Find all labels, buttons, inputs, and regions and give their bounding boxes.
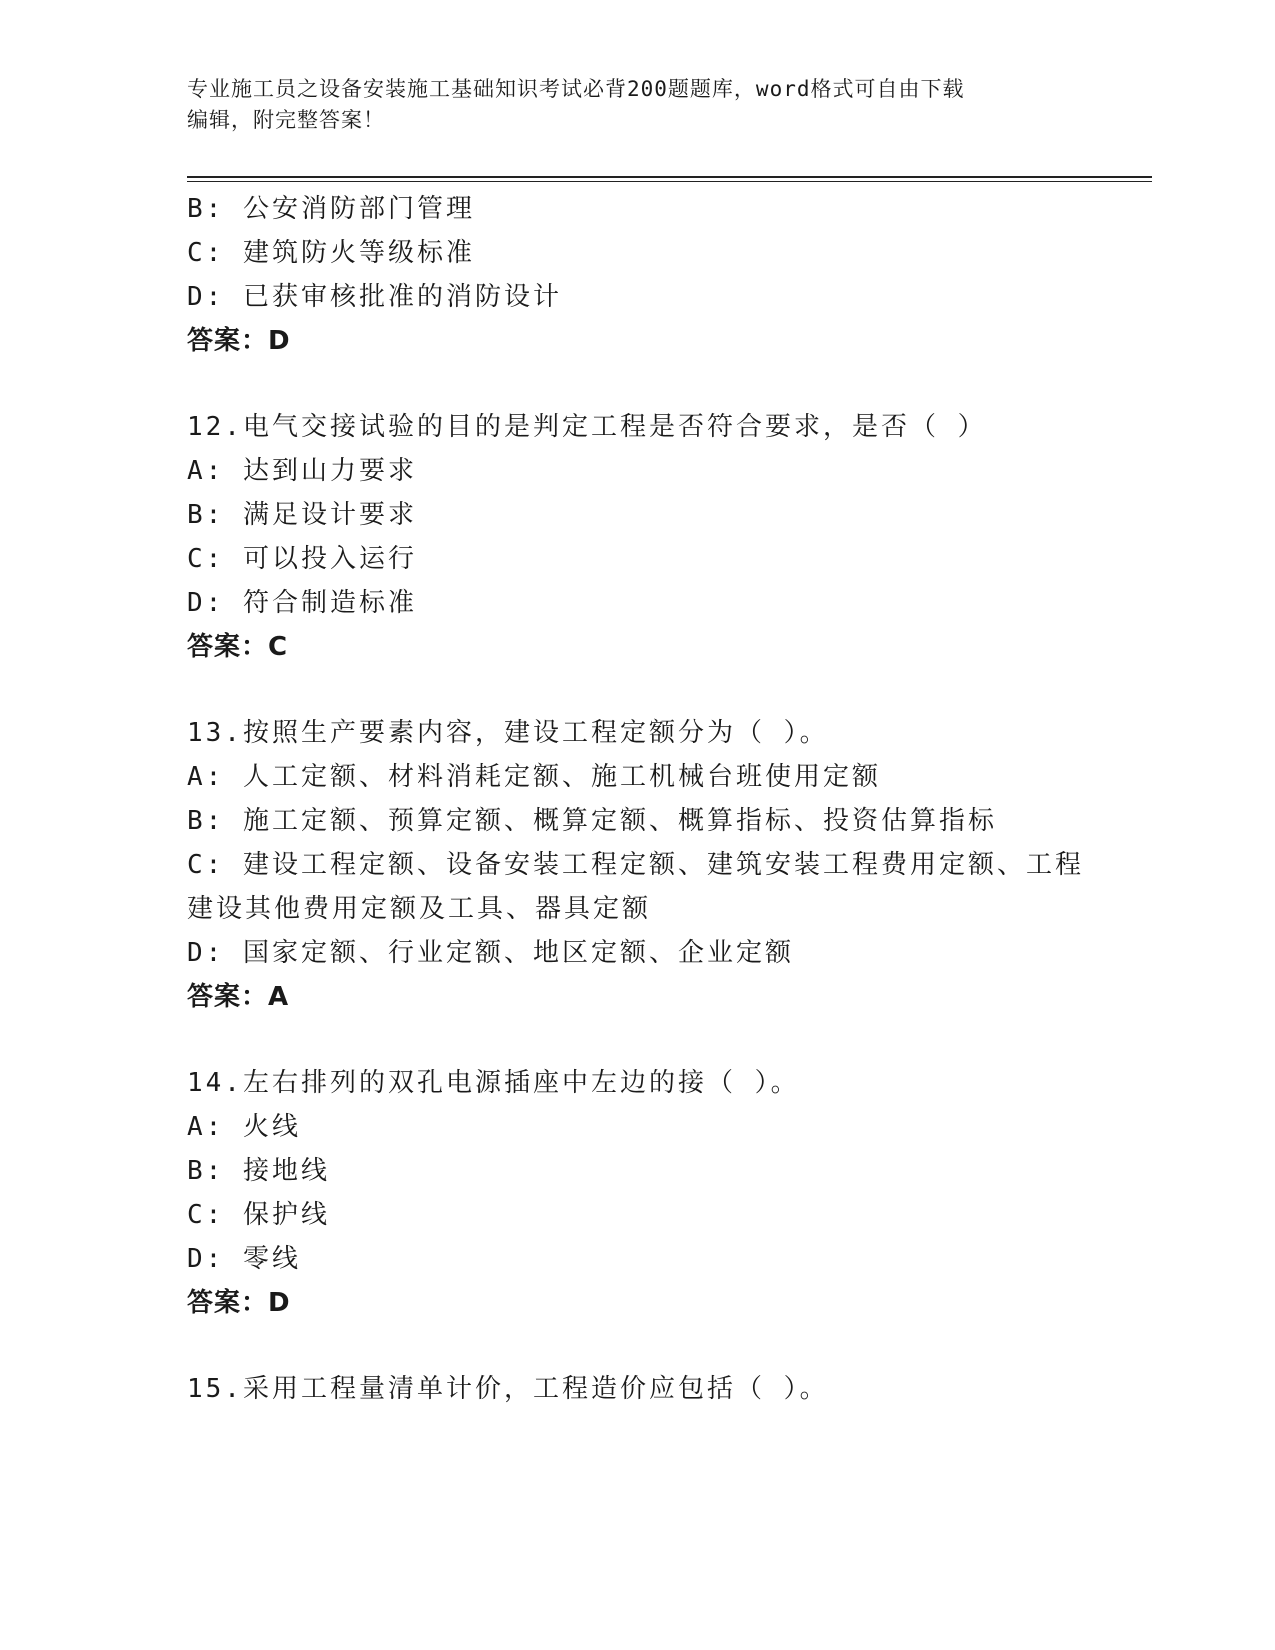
q11-option-b: B: 公安消防部门管理 — [187, 194, 475, 224]
q13-option-c-line-1: C: 建设工程定额、设备安装工程定额、建筑安装工程费用定额、工程 — [187, 850, 1084, 880]
q11-answer: 答案：D — [187, 326, 291, 356]
q14-option-a: A: 火线 — [187, 1112, 301, 1142]
q12-option-a: A: 达到山力要求 — [187, 456, 417, 486]
q14-option-c: C: 保护线 — [187, 1200, 330, 1230]
q12-option-c: C: 可以投入运行 — [187, 544, 417, 574]
q13-option-a: A: 人工定额、材料消耗定额、施工机械台班使用定额 — [187, 762, 881, 792]
q11-option-c: C: 建筑防火等级标准 — [187, 238, 475, 268]
q14-question: 14.左右排列的双孔电源插座中左边的接（ ）。 — [187, 1068, 800, 1098]
q12-answer: 答案：C — [187, 632, 289, 662]
q12-option-d: D: 符合制造标准 — [187, 588, 417, 618]
q13-question: 13.按照生产要素内容，建设工程定额分为（ ）。 — [187, 718, 829, 748]
q15-question: 15.采用工程量清单计价，工程造价应包括（ ）。 — [187, 1374, 829, 1404]
header-title-line-1: 专业施工员之设备安装施工基础知识考试必背200题题库，word格式可自由下载 — [187, 77, 965, 101]
q14-option-d: D: 零线 — [187, 1244, 301, 1274]
document-header — [187, 74, 1087, 136]
q13-option-b: B: 施工定额、预算定额、概算定额、概算指标、投资估算指标 — [187, 806, 997, 836]
q13-option-c-line-2: 建设其他费用定额及工具、器具定额 — [187, 894, 652, 924]
header-title-line-2: 编辑，附完整答案！ — [187, 108, 385, 132]
q13-answer: 答案：A — [187, 982, 290, 1012]
header-divider-thin — [187, 181, 1152, 182]
q12-question: 12.电气交接试验的目的是判定工程是否符合要求，是否（ ） — [187, 412, 987, 442]
q12-option-b: B: 满足设计要求 — [187, 500, 417, 530]
q13-option-d: D: 国家定额、行业定额、地区定额、企业定额 — [187, 938, 794, 968]
header-divider-thick — [187, 176, 1152, 178]
q14-answer: 答案：D — [187, 1288, 291, 1318]
q11-option-d: D: 已获审核批准的消防设计 — [187, 282, 562, 312]
q14-option-b: B: 接地线 — [187, 1156, 330, 1186]
